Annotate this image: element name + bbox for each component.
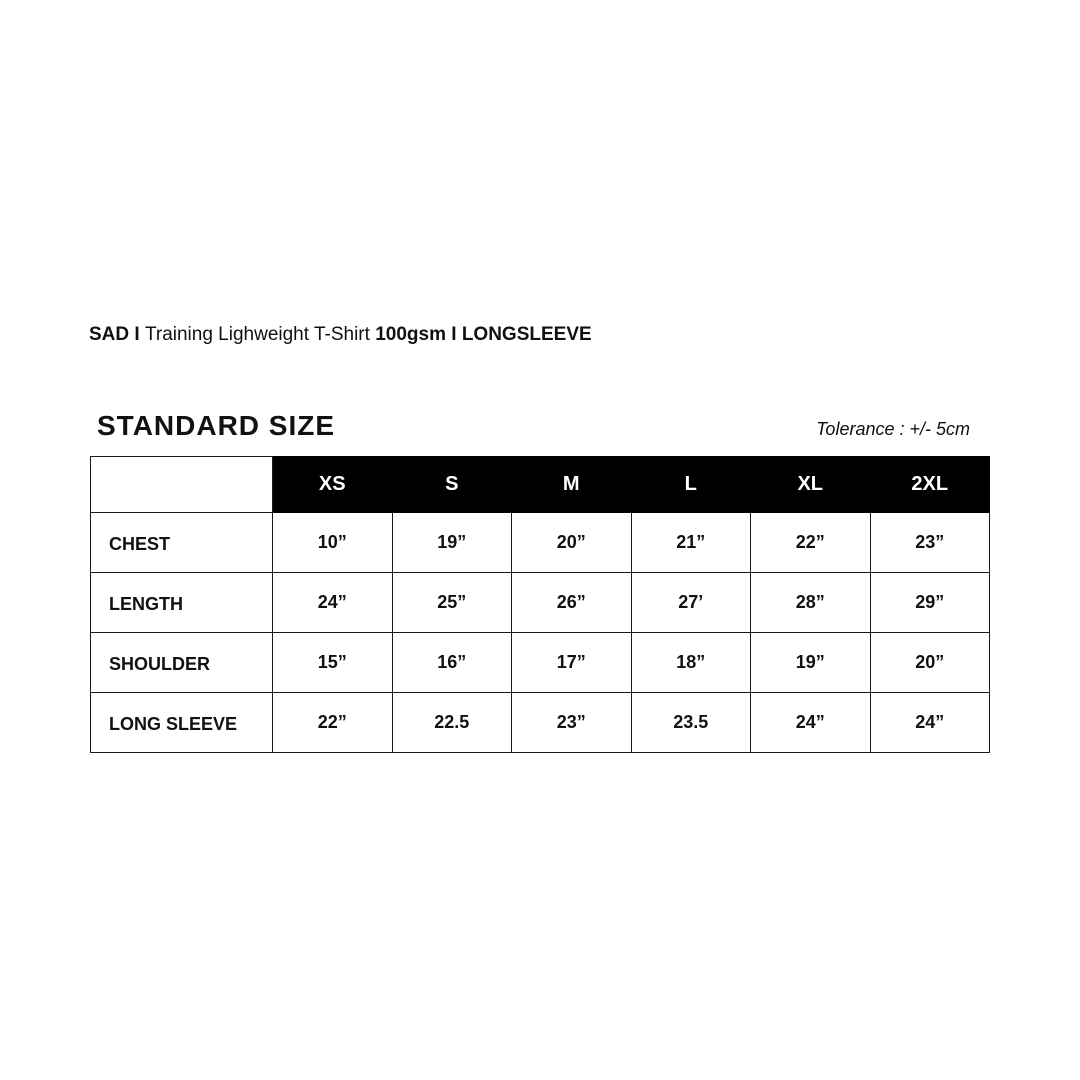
table-cell: 24” (751, 693, 871, 753)
size-chart-table (90, 456, 990, 753)
table-cell: 23” (512, 693, 632, 753)
table-cell: 23.5 (631, 693, 751, 753)
section-title: STANDARD SIZE (97, 410, 336, 441)
size-header-xl: XL (751, 457, 871, 513)
table-row-chest (91, 513, 990, 573)
table-cell: 22” (273, 693, 393, 753)
separator: I (445, 324, 462, 345)
table-cell: 24” (273, 573, 393, 633)
size-header-xs: XS (273, 457, 393, 513)
table-row-length (91, 573, 990, 633)
row-label: LENGTH (91, 573, 273, 633)
table-cell: 18” (631, 633, 751, 693)
table-cell: 19” (751, 633, 871, 693)
size-header-2xl: 2XL (870, 457, 990, 513)
size-header-l: L (631, 457, 751, 513)
table-cell: 24” (870, 693, 990, 753)
table-cell: 23” (870, 513, 990, 573)
row-label: LONG SLEEVE (91, 693, 273, 753)
corner-cell (91, 457, 273, 513)
table-row-shoulder (91, 633, 990, 693)
table-cell: 27’ (631, 573, 751, 633)
product-name: Training Lighweight T-Shirt (144, 324, 376, 345)
fabric-weight: 100gsm (375, 324, 446, 345)
separator: I (129, 324, 145, 345)
size-header-m: M (512, 457, 632, 513)
table-cell: 29” (870, 573, 990, 633)
row-label: SHOULDER (91, 633, 273, 693)
table-row-long-sleeve (91, 693, 990, 753)
size-header-s: S (392, 457, 512, 513)
product-title-line (89, 324, 592, 346)
size-header-row (91, 457, 990, 513)
row-label: CHEST (91, 513, 273, 573)
table-cell: 10” (273, 513, 393, 573)
table-cell: 20” (870, 633, 990, 693)
table-cell: 19” (392, 513, 512, 573)
table-cell: 16” (392, 633, 512, 693)
table-cell: 20” (512, 513, 632, 573)
product-variant: LONGSLEEVE (461, 324, 592, 345)
table-cell: 22.5 (392, 693, 512, 753)
table-cell: 15” (273, 633, 393, 693)
table-cell: 26” (512, 573, 632, 633)
table-cell: 22” (751, 513, 871, 573)
table-cell: 25” (392, 573, 512, 633)
table-cell: 28” (751, 573, 871, 633)
tolerance-note: Tolerance : +/- 5cm (816, 419, 970, 439)
table-cell: 21” (631, 513, 751, 573)
table-cell: 17” (512, 633, 632, 693)
brand-name: SAD (89, 324, 130, 345)
